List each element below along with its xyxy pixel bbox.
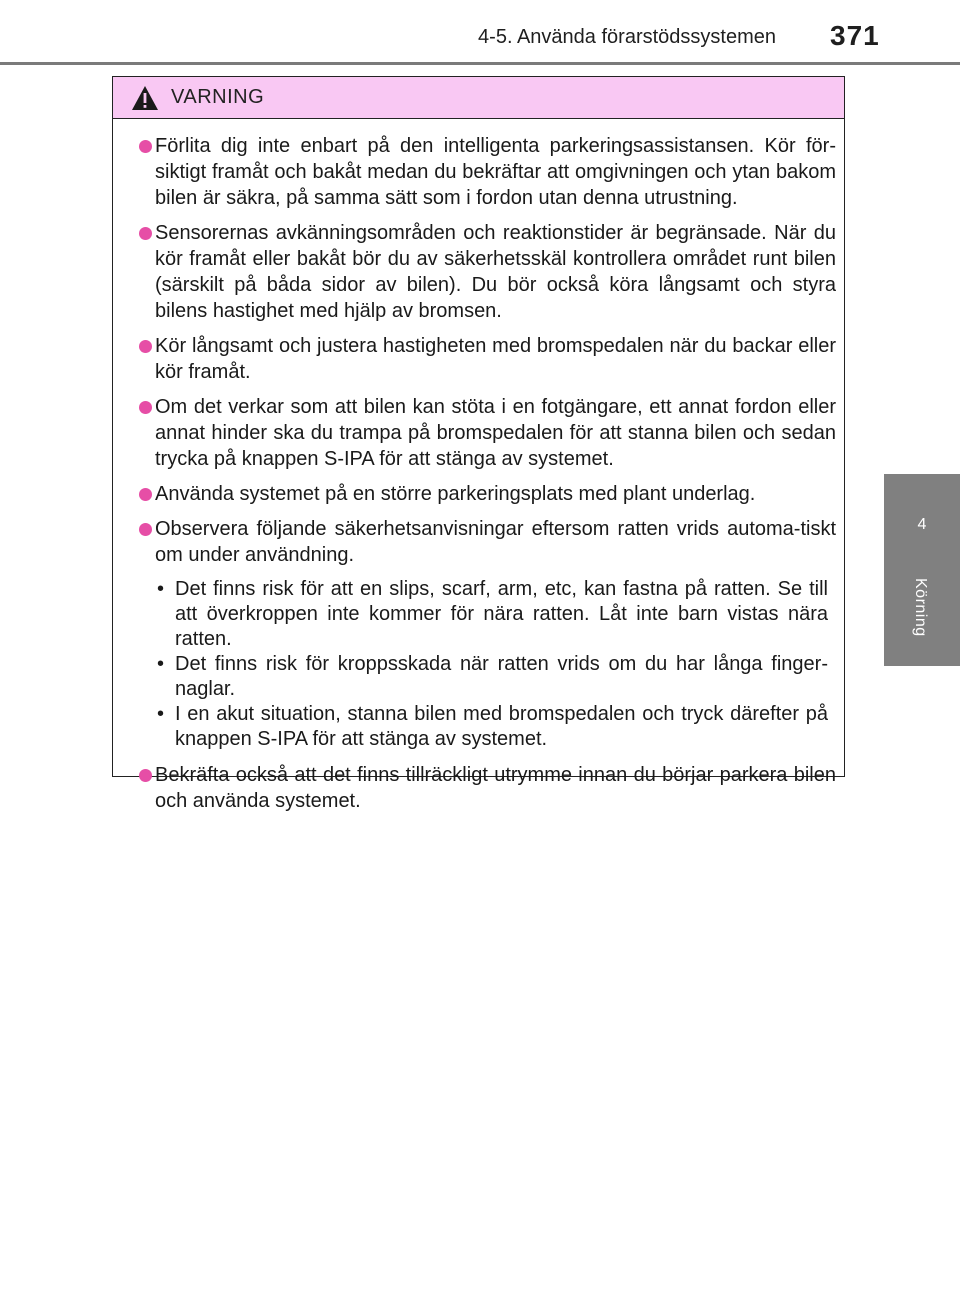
warning-label: VARNING xyxy=(171,86,265,108)
bullet-dot-icon xyxy=(139,340,152,353)
bullet-dot-icon xyxy=(139,523,152,536)
sub-bullet-marker: • xyxy=(157,653,165,675)
warning-header xyxy=(113,77,844,119)
warning-sub-item: • Det finns risk för att en slips, scarf, arm, etc, kan fastna på ratten. Se till att överkroppen inte kommer för nära ratten. Låt inte barn vistas nära ratten. xyxy=(157,578,828,650)
sub-bullet-marker: • xyxy=(157,703,165,725)
page-number: 371 xyxy=(830,20,880,51)
warning-triangle-icon xyxy=(131,85,159,111)
chapter-number: 4 xyxy=(917,516,927,533)
sub-bullet-marker: • xyxy=(157,578,165,600)
warning-item: Observera följande säkerhetsanvisningar eftersom ratten vrids automa-tiskt om under användning. xyxy=(113,516,836,568)
section-title: 4-5. Använda förarstödssystemen xyxy=(478,26,776,48)
warning-item: Förlita dig inte enbart på den intelligenta parkeringsassistansen. Kör för-siktigt framåt och bakåt medan du bekräftar att omgivningen och ytan bakom bilen är säkra, på samma sätt som i fordon utan denna utrustning. xyxy=(113,133,836,211)
header-divider xyxy=(0,62,960,65)
bullet-dot-icon xyxy=(139,227,152,240)
warning-sub-item: • I en akut situation, stanna bilen med bromspedalen och tryck därefter på knappen S-IPA för att stänga av systemet. xyxy=(157,703,828,750)
warning-sub-item: • Det finns risk för kroppsskada när ratten vrids om du har långa finger-naglar. xyxy=(157,653,828,700)
warning-item: Bekräfta också att det finns tillräckligt utrymme innan du börjar parkera bilen och använda systemet. xyxy=(113,762,836,814)
bullet-dot-icon xyxy=(139,488,152,501)
bullet-dot-icon xyxy=(139,401,152,414)
chapter-title: Körning xyxy=(912,578,929,637)
warning-item: Om det verkar som att bilen kan stöta i en fotgängare, ett annat fordon eller annat hinder ska du trampa på bromspedalen för att stanna bilen och sedan trycka på knappen S-IPA för att stänga av systemet. xyxy=(113,394,836,472)
warning-item: Använda systemet på en större parkeringsplats med plant underlag. xyxy=(113,481,836,507)
warning-sub-list xyxy=(113,577,836,752)
warning-item: Kör långsamt och justera hastigheten med bromspedalen när du backar eller kör framåt. xyxy=(113,333,836,385)
warning-box xyxy=(112,76,845,812)
bullet-dot-icon xyxy=(139,769,152,782)
bullet-dot-icon xyxy=(139,140,152,153)
chapter-side-tab xyxy=(884,474,960,666)
warning-body xyxy=(113,119,844,814)
warning-item: Sensorernas avkänningsområden och reaktionstider är begränsade. När du kör framåt eller bakåt bör du av säkerhetsskäl kontrollera området runt bilen (särskilt på båda sidor av bilen). Du bör också köra långsamt och styra bilens hastighet med hjälp av bromsen. xyxy=(113,220,836,324)
